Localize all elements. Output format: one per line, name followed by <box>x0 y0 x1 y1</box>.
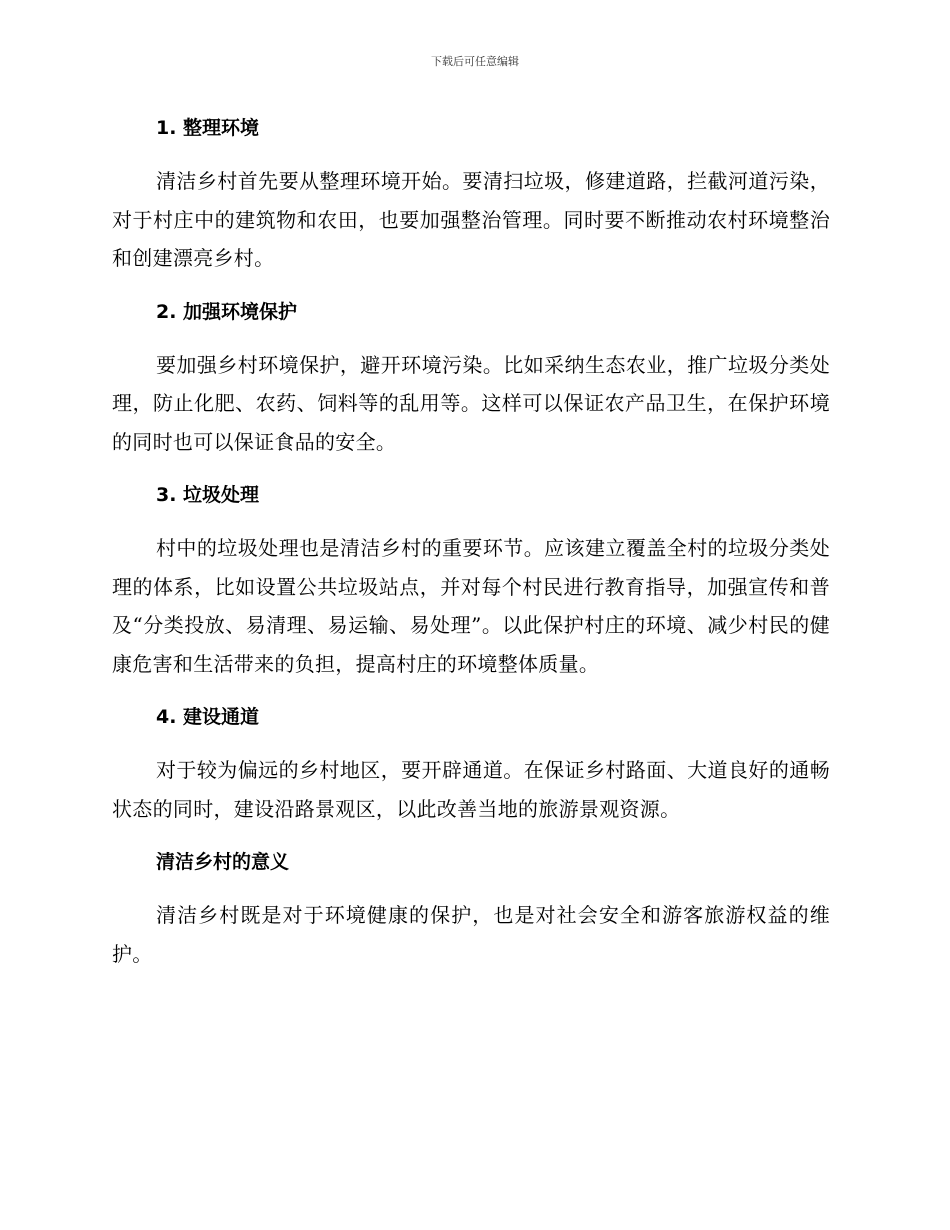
section-paragraph: 清洁乡村既是对于环境健康的保护，也是对社会安全和游客旅游权益的维护。 <box>112 903 830 966</box>
page-header: 下载后可任意编辑 <box>431 55 519 68</box>
section-heading: 3. 垃圾处理 <box>156 484 260 506</box>
section-1 <box>112 108 830 278</box>
section-4 <box>112 697 830 828</box>
section-3 <box>112 475 830 683</box>
document-body <box>112 108 830 987</box>
section-heading: 1. 整理环境 <box>156 117 260 139</box>
section-paragraph: 要加强乡村环境保护，避开环境污染。比如采纳生态农业，推广垃圾分类处理，防止化肥、农药、饲料等的乱用等。这样可以保证农产品卫生，在保护环境的同时也可以保证食品的安全。 <box>112 352 830 454</box>
section-heading: 清洁乡村的意义 <box>156 851 290 873</box>
section-paragraph: 清洁乡村首先要从整理环境开始。要清扫垃圾，修建道路，拦截河道污染，对于村庄中的建筑物和农田，也要加强整治管理。同时要不断推动农村环境整治和创建漂亮乡村。 <box>112 169 830 270</box>
section-paragraph: 村中的垃圾处理也是清洁乡村的重要环节。应该建立覆盖全村的垃圾分类处理的体系，比如设置公共垃圾站点，并对每个村民进行教育指导，加强宣传和普及“分类投放、易清理、易运输、易处理”。以此保护村庄的环境、减少村民的健康危害和生活带来的负担，提高村庄的环境整体质量。 <box>112 536 830 676</box>
section-heading: 4. 建设通道 <box>156 706 260 728</box>
section-heading: 2. 加强环境保护 <box>156 300 298 323</box>
section-paragraph: 对于较为偏远的乡村地区，要开辟通道。在保证乡村路面、大道良好的通畅状态的同时，建设沿路景观区，以此改善当地的旅游景观资源。 <box>112 758 830 821</box>
section-2 <box>112 292 830 462</box>
section-significance <box>112 842 830 973</box>
